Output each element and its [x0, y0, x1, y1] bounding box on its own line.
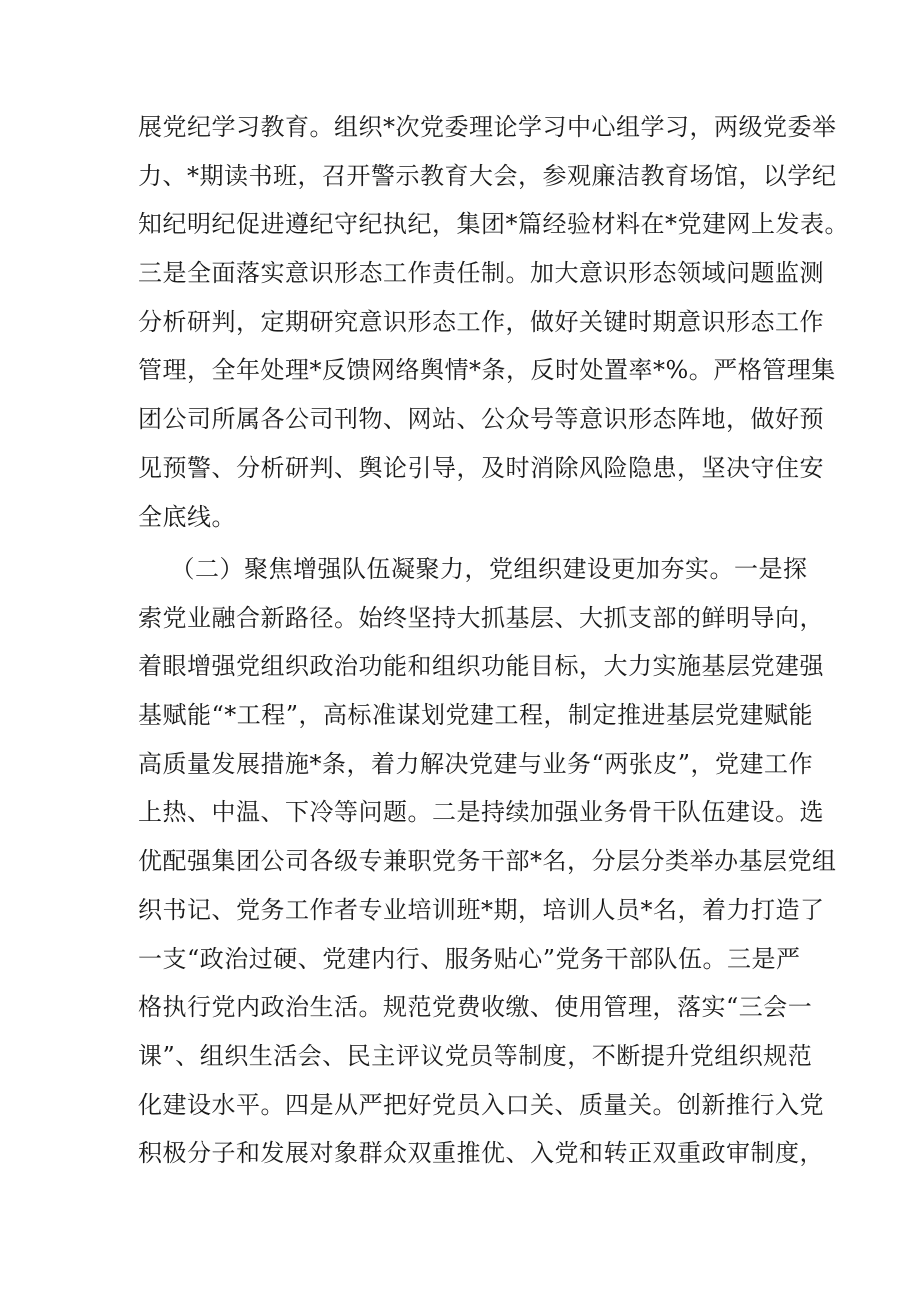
text-line: 优配强集团公司各级专兼职党务干部*名，分层分类举办基层党组	[138, 847, 837, 876]
text-line: 一支“政治过硬、党建内行、服务贴心”党务干部队伍。三是严	[138, 944, 801, 973]
text-line: 积极分子和发展对象群众双重推优、入党和转正双重政审制度，	[138, 1139, 824, 1168]
text-line: 三是全面落实意识形态工作责任制。加大意识形态领域问题监测	[138, 259, 824, 288]
section-heading-line: （二）聚焦增强队伍凝聚力，党组织建设更加夯实。一是探	[138, 555, 808, 583]
text-line: 索党业融合新路径。始终坚持大抓基层、大抓支部的鲜明导向，	[138, 603, 824, 632]
text-line: 格执行党内政治生活。规范党费收缴、使用管理，落实“三会一	[138, 993, 813, 1022]
text-line: 着眼增强党组织政治功能和组织功能目标，大力实施基层党建强	[138, 652, 824, 681]
text-line: 展党纪学习教育。组织*次党委理论学习中心组学习，两级党委举	[138, 113, 837, 141]
text-line: 分析研判，定期研究意识形态工作，做好关键时期意识形态工作	[138, 307, 824, 336]
text-line: 基赋能“*工程”，高标准谋划党建工程，制定推进基层党建赋能	[138, 701, 814, 730]
paragraph-discipline-ideology	[138, 103, 849, 541]
text-line: 力、*期读书班，召开警示教育大会，参观廉洁教育场馆，以学纪	[138, 161, 837, 190]
text-line: 团公司所属各公司刊物、网站、公众号等意识形态阵地，做好预	[138, 405, 824, 434]
text-line: 见预警、分析研判、舆论引导，及时消除风险隐患，坚决守住安	[138, 453, 824, 482]
text-line: 化建设水平。四是从严把好党员入口关、质量关。创新推行入党	[138, 1090, 824, 1119]
text-line: 织书记、党务工作者专业培训班*期，培训人员*名，着力打造了	[138, 895, 825, 924]
text-line: 知纪明纪促进遵纪守纪执纪，集团*篇经验材料在*党建网上发表。	[138, 210, 849, 239]
text-line: 课”、组织生活会、民主评议党员等制度，不断提升党组织规范	[138, 1041, 813, 1070]
text-line: 高质量发展措施*条，着力解决党建与业务“两张皮”，党建工作	[138, 749, 814, 778]
text-line: 管理，全年处理*反馈网络舆情*条，反时处置率*%。严格管理集	[138, 356, 836, 385]
text-line: 上热、中温、下冷等问题。二是持续加强业务骨干队伍建设。选	[138, 798, 824, 827]
paragraph-party-organization	[138, 545, 837, 1178]
text-line: 全底线。	[138, 502, 236, 531]
